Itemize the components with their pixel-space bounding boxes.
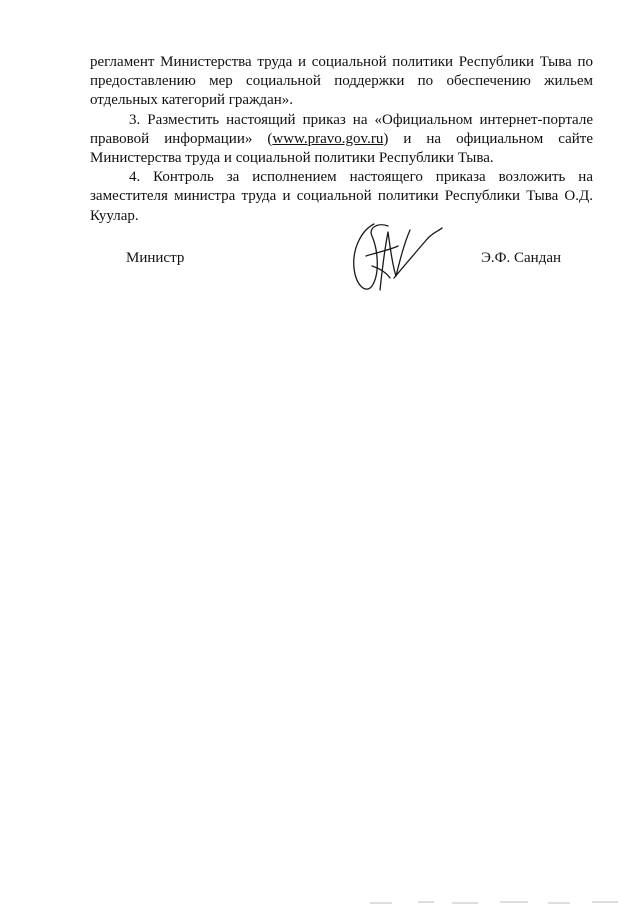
item-3-text-before: 3. Разместить настоящий приказ на «Официальном интернет-портале правовой информации» ( bbox=[90, 111, 593, 147]
handwritten-signature bbox=[344, 216, 444, 300]
paragraph-continuation bbox=[90, 53, 593, 111]
item-4-paragraph: 4. Контроль за исполнением настоящего приказа возложить на заместителя министра труда и социальной политики Республики Тыва О.Д. Куулар. bbox=[90, 169, 593, 224]
document-body bbox=[90, 53, 593, 226]
page-edge-artifacts bbox=[360, 897, 630, 905]
paragraph-line-2: предоставлению мер социальной поддержки по обеспечению жильем bbox=[90, 73, 593, 90]
signature-row bbox=[0, 247, 640, 277]
pravo-link[interactable]: www.pravo.gov.ru bbox=[272, 130, 384, 147]
paragraph-line-3: отдельных категорий граждан». bbox=[90, 92, 293, 109]
paragraph-line-1: регламент Министерства труда и социальной политики Республики Тыва по bbox=[90, 54, 593, 70]
signer-role: Министр bbox=[126, 250, 185, 266]
signer-name: Э.Ф. Сандан bbox=[481, 250, 562, 266]
item-3-text-after: ) и на официальном сайте Министерства труда и социальной политики Республики Тыва. bbox=[90, 130, 593, 167]
item-3-paragraph bbox=[90, 111, 593, 169]
